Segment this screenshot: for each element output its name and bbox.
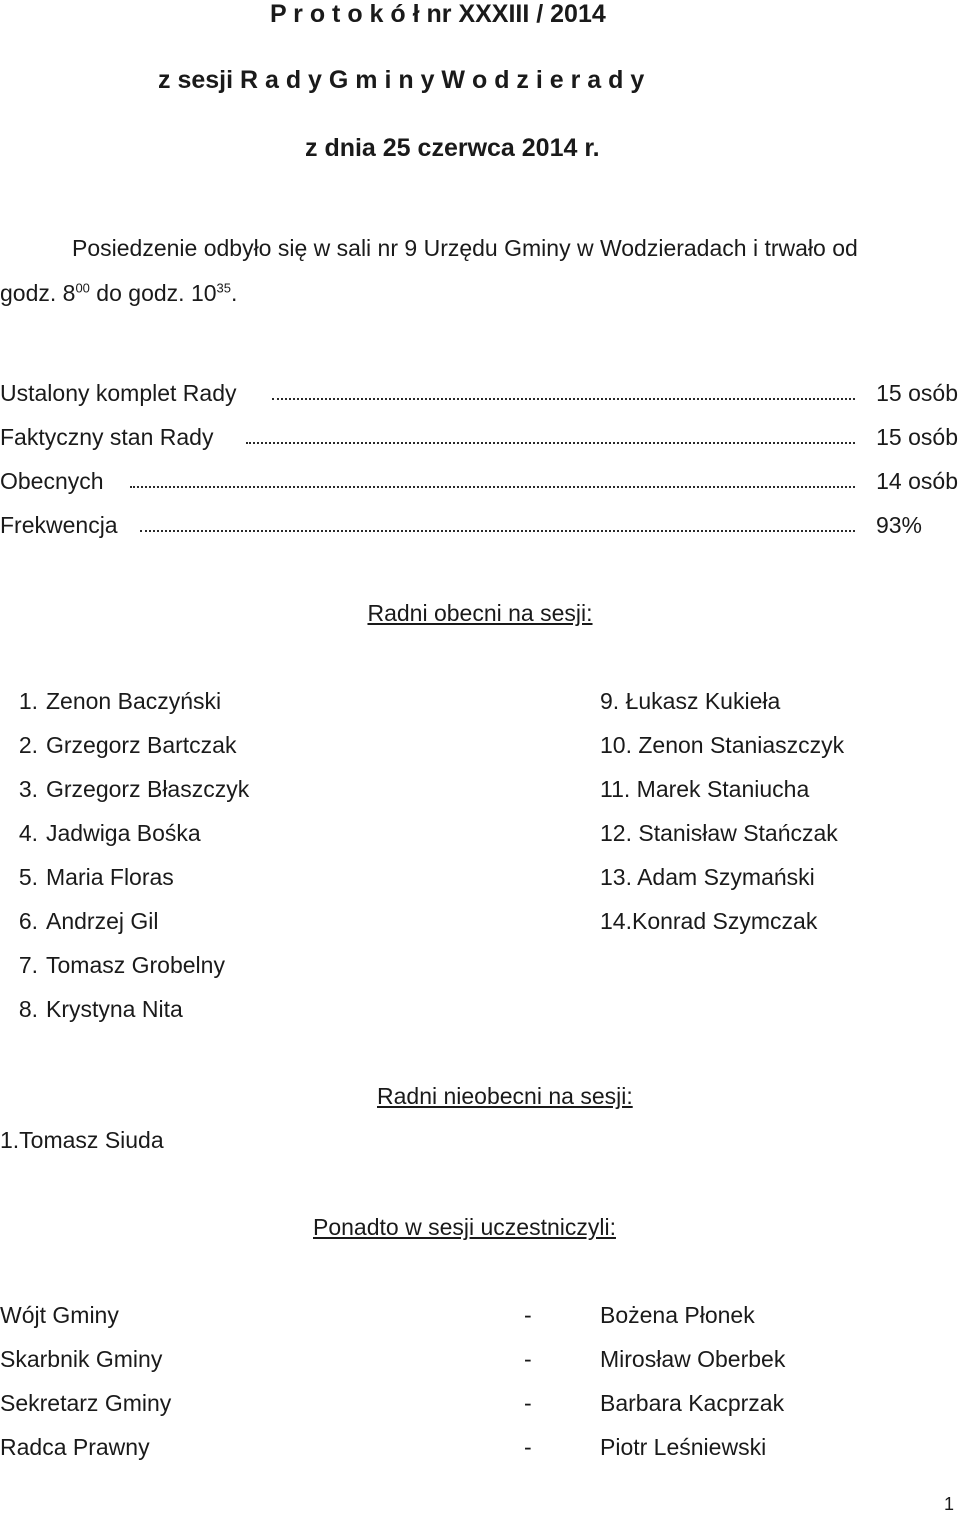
document-title: P r o t o k ó ł nr XXXIII / 2014	[270, 0, 606, 28]
intro-time-end-minutes: 35	[216, 280, 231, 296]
stat-value: 14 osób	[876, 468, 958, 494]
councillor-name: Jadwiga Bośka	[46, 820, 201, 846]
session-date: z dnia 25 czerwca 2014 r.	[305, 134, 600, 162]
present-heading: Radni obecni na sesji:	[367, 600, 593, 626]
list-number: 5.	[18, 864, 38, 890]
absent-heading: Radni nieobecni na sesji:	[377, 1083, 633, 1109]
present-list-item: 13. Adam Szymański	[600, 864, 815, 890]
separator-dash: -	[524, 1390, 532, 1416]
list-number: 4.	[18, 820, 38, 846]
stat-label: Faktyczny stan Rady	[0, 424, 214, 450]
participant-name: Bożena Płonek	[600, 1302, 755, 1328]
dot-leader	[272, 398, 855, 400]
stat-row-attendance	[0, 512, 960, 542]
present-list-item: 14.Konrad Szymczak	[600, 908, 818, 934]
councillor-name: Maria Floras	[46, 864, 174, 890]
councillor-name: Zenon Baczyński	[46, 688, 222, 714]
participant-role: Radca Prawny	[0, 1434, 150, 1460]
intro-time-start: godz. 8	[0, 280, 76, 306]
councillor-name: Grzegorz Błaszczyk	[46, 776, 250, 802]
present-list-item: 10. Zenon Staniaszczyk	[600, 732, 845, 758]
stat-row-quorum	[0, 380, 960, 410]
present-list-item	[0, 996, 183, 1023]
separator-dash: -	[524, 1434, 532, 1460]
present-list-item	[0, 908, 158, 935]
participant-name: Piotr Leśniewski	[600, 1434, 767, 1460]
intro-time-start-minutes: 00	[75, 280, 90, 296]
present-list-item	[0, 952, 225, 979]
intro-line-1: Posiedzenie odbyło się w sali nr 9 Urzędu Gminy w Wodzieradach i trwało od	[72, 235, 858, 261]
separator-dash: -	[524, 1302, 532, 1328]
intro-period: .	[231, 280, 238, 306]
participant-name: Mirosław Oberbek	[600, 1346, 786, 1372]
intro-time-end: do godz. 10	[89, 280, 217, 306]
participant-role: Skarbnik Gminy	[0, 1346, 163, 1372]
present-list-item	[0, 688, 221, 715]
councillor-name: Tomasz Grobelny	[46, 952, 225, 978]
list-number: 3.	[18, 776, 38, 802]
absent-list-item: 1.Tomasz Siuda	[0, 1127, 164, 1153]
list-number: 2.	[18, 732, 38, 758]
dot-leader	[246, 442, 855, 444]
page-number: 1	[943, 1494, 954, 1514]
stat-value: 93%	[875, 512, 922, 538]
dot-leader	[130, 486, 855, 488]
participant-name: Barbara Kacprzak	[600, 1390, 785, 1416]
present-list-item: 12. Stanisław Stańczak	[600, 820, 838, 846]
councillor-name: Andrzej Gil	[46, 908, 159, 934]
stat-value: 15 osób	[876, 380, 958, 406]
separator-dash: -	[524, 1346, 532, 1372]
stat-row-present	[0, 468, 960, 498]
stat-label: Obecnych	[0, 468, 104, 494]
present-list-item	[0, 864, 174, 891]
stat-label: Ustalony komplet Rady	[0, 380, 237, 406]
stat-label: Frekwencja	[0, 512, 118, 538]
councillor-name: Krystyna Nita	[46, 996, 183, 1022]
present-list-item: 11. Marek Staniucha	[600, 776, 810, 802]
list-number: 6.	[18, 908, 38, 934]
others-heading: Ponadto w sesji uczestniczyli:	[313, 1214, 616, 1240]
stat-value: 15 osób	[876, 424, 958, 450]
present-list-item	[0, 776, 249, 803]
intro-line-2	[0, 280, 237, 307]
present-list-item: 9. Łukasz Kukieła	[600, 688, 781, 714]
participant-role: Wójt Gminy	[0, 1302, 119, 1328]
present-list-item	[0, 732, 236, 759]
stat-row-actual	[0, 424, 960, 454]
participant-role: Sekretarz Gminy	[0, 1390, 172, 1416]
present-list-item	[0, 820, 201, 847]
dot-leader	[140, 530, 855, 532]
list-number: 7.	[18, 952, 38, 978]
session-title: z sesji R a d y G m i n y W o d z i e r a d y	[158, 66, 645, 94]
councillor-name: Grzegorz Bartczak	[46, 732, 237, 758]
list-number: 1.	[18, 688, 38, 714]
list-number: 8.	[18, 996, 38, 1022]
